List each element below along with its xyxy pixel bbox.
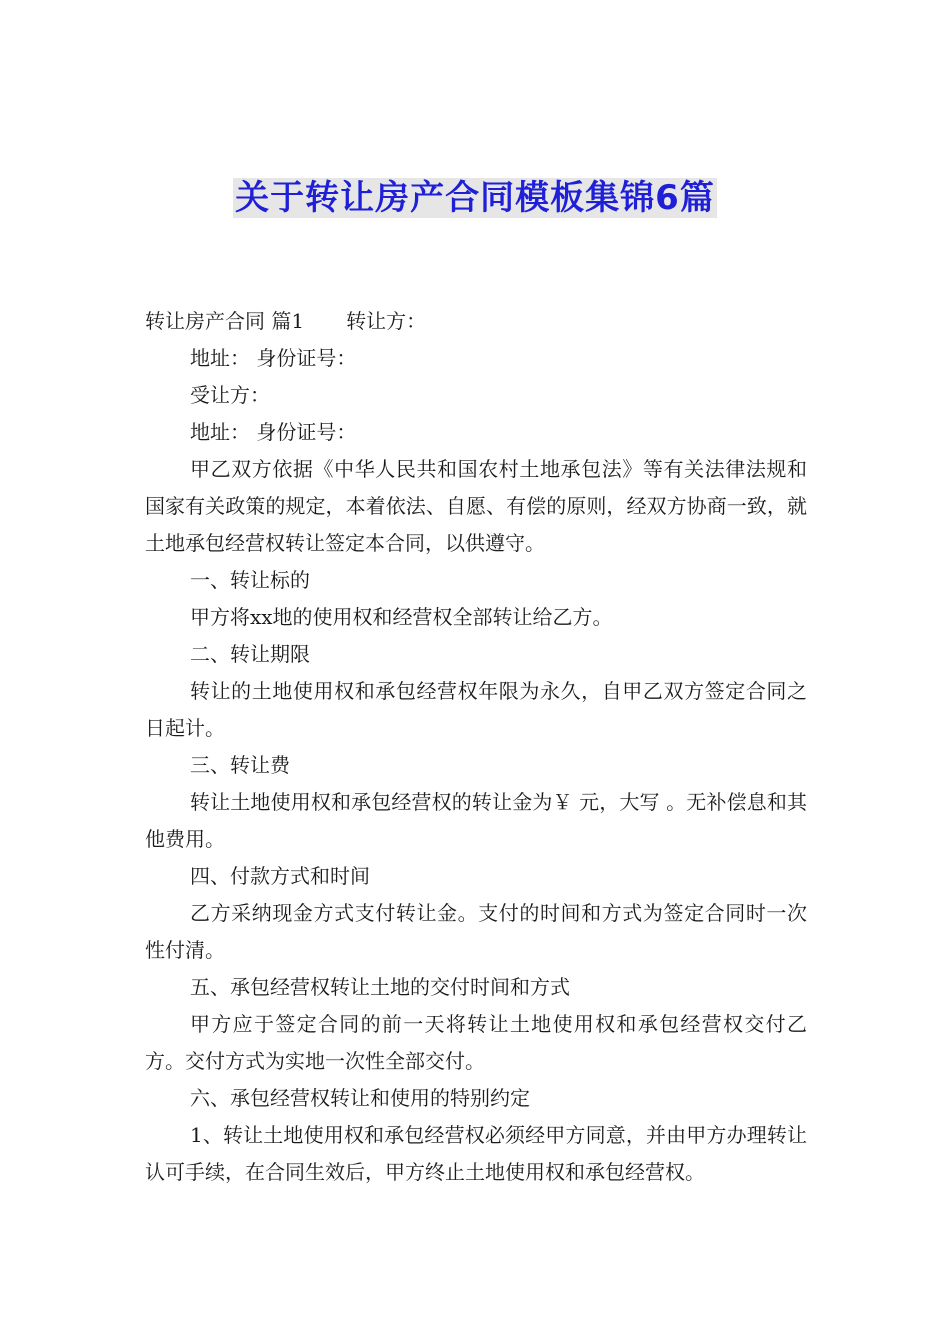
paragraph: 乙方采纳现金方式支付转让金。支付的时间和方式为签定合同时一次性付清。 bbox=[145, 901, 807, 962]
clause-heading: 一、转让标的 bbox=[190, 568, 310, 592]
paragraph: 转让土地使用权和承包经营权的转让金为￥ 元，大写 。无补偿息和其他费用。 bbox=[145, 790, 807, 851]
transferor-label: 转让方： bbox=[346, 309, 427, 333]
paragraph: 甲方应于签定合同的前一天将转让土地使用权和承包经营权交付乙方。交付方式为实地一次性全部交付。 bbox=[145, 1012, 807, 1073]
paragraph: 地址： 身份证号： bbox=[190, 346, 357, 370]
paragraph: 1、转让土地使用权和承包经营权必须经甲方同意，并由甲方办理转让认可手续，在合同生效后，甲方终止土地使用权和承包经营权。 bbox=[145, 1123, 807, 1184]
clause-heading: 四、付款方式和时间 bbox=[190, 864, 370, 888]
section-heading-line bbox=[145, 303, 807, 340]
document-body bbox=[145, 303, 807, 1191]
paragraph: 甲方将xx地的使用权和经营权全部转让给乙方。 bbox=[190, 605, 613, 629]
clause-heading: 六、承包经营权转让和使用的特别约定 bbox=[190, 1086, 530, 1110]
paragraph: 受让方： bbox=[190, 383, 270, 407]
clause-heading: 三、转让费 bbox=[190, 753, 290, 777]
clause-heading: 二、转让期限 bbox=[190, 642, 310, 666]
paragraph: 甲乙双方依据《中华人民共和国农村土地承包法》等有关法律法规和国家有关政策的规定，本着依法、自愿、有偿的原则，经双方协商一致，就土地承包经营权转让签定本合同，以供遵守。 bbox=[145, 457, 807, 555]
paragraph: 地址： 身份证号： bbox=[190, 420, 357, 444]
title-container bbox=[0, 178, 950, 218]
document-title: 关于转让房产合同模板集锦6篇 bbox=[235, 178, 715, 218]
clause-heading: 五、承包经营权转让土地的交付时间和方式 bbox=[190, 975, 570, 999]
paragraph: 转让的土地使用权和承包经营权年限为永久，自甲乙双方签定合同之日起计。 bbox=[145, 679, 807, 740]
section-heading: 转让房产合同 篇1 bbox=[145, 309, 305, 333]
